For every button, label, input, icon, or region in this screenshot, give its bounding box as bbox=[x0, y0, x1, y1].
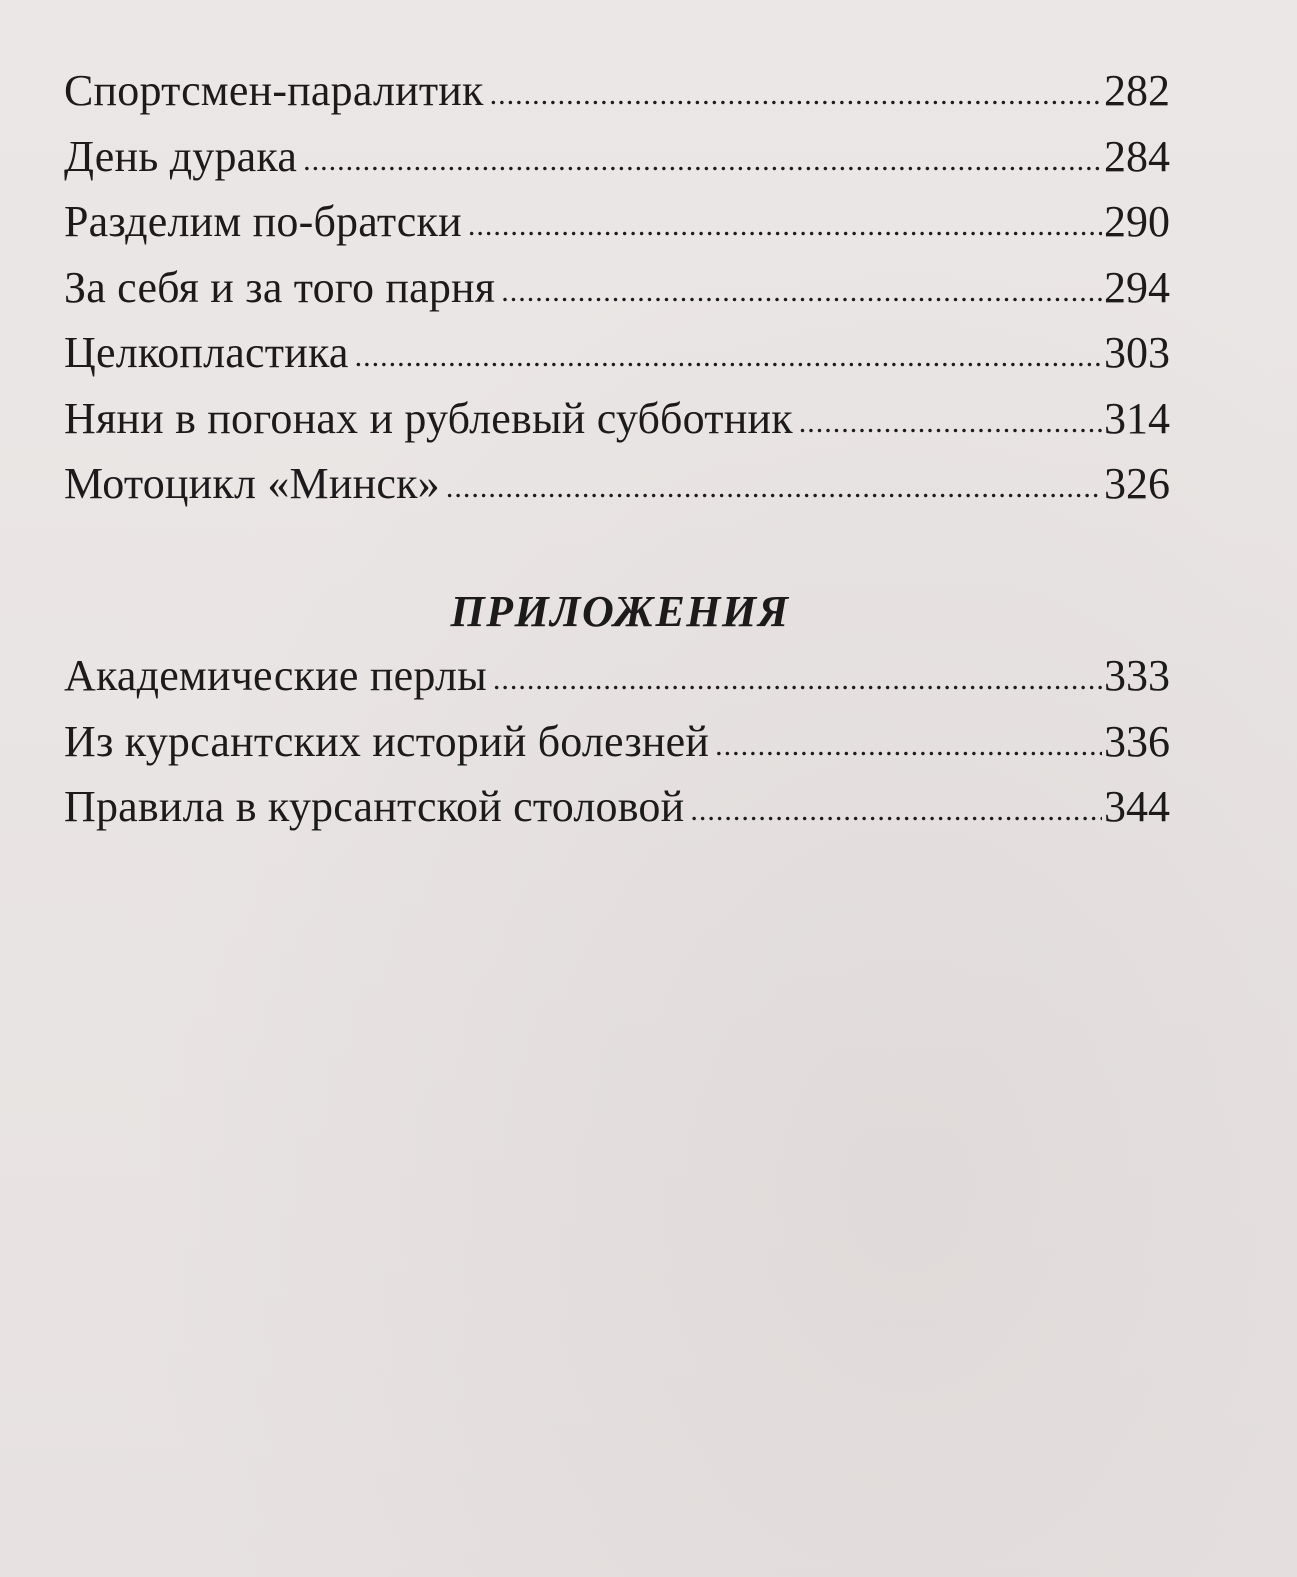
toc-entry-page: 326 bbox=[1104, 459, 1170, 508]
toc-entry-title: За себя и за того парня bbox=[64, 262, 496, 312]
toc-entry-title: Мотоцикл «Минск» bbox=[64, 459, 440, 508]
table-of-contents-main bbox=[64, 58, 1170, 517]
toc-entry-page: 344 bbox=[1104, 782, 1170, 831]
toc-entry bbox=[64, 124, 1170, 190]
toc-entry-title: Правила в курсантской столовой bbox=[64, 782, 685, 831]
toc-entry bbox=[64, 189, 1170, 255]
toc-entry bbox=[64, 643, 1170, 709]
toc-entry-page: 303 bbox=[1104, 328, 1170, 377]
toc-entry bbox=[64, 255, 1170, 321]
toc-entry-title: Из курсантских историй болезней bbox=[64, 716, 710, 766]
toc-entry-page: 333 bbox=[1104, 651, 1170, 700]
toc-entry-page: 290 bbox=[1104, 197, 1170, 246]
table-of-contents-appendix bbox=[64, 643, 1170, 840]
dot-leader bbox=[715, 713, 1102, 779]
toc-entry-title: Няни в погонах и рублевый субботник bbox=[64, 393, 793, 443]
toc-entry bbox=[64, 58, 1170, 124]
toc-entry-title: Спортсмен-паралитик bbox=[64, 66, 484, 115]
toc-entry-title: Разделим по-братски bbox=[64, 197, 462, 246]
toc-entry-title: Академические перлы bbox=[64, 651, 487, 700]
toc-entry bbox=[64, 709, 1170, 775]
appendix-heading: ПРИЛОЖЕНИЯ bbox=[450, 587, 790, 636]
dot-leader bbox=[490, 62, 1102, 128]
toc-entry bbox=[64, 451, 1170, 517]
toc-entry-page: 282 bbox=[1104, 66, 1170, 115]
dot-leader bbox=[446, 455, 1102, 521]
toc-entry-page: 294 bbox=[1104, 262, 1170, 312]
toc-entry-title: Целкопластика bbox=[64, 328, 349, 377]
toc-entry-page: 336 bbox=[1104, 716, 1170, 766]
toc-entry bbox=[64, 386, 1170, 452]
toc-entry bbox=[64, 774, 1170, 840]
toc-entry-page: 314 bbox=[1104, 393, 1170, 443]
dot-leader bbox=[690, 778, 1102, 844]
dot-leader bbox=[303, 128, 1102, 194]
dot-leader bbox=[355, 324, 1102, 390]
dot-leader bbox=[799, 390, 1102, 456]
toc-entry-page: 284 bbox=[1104, 131, 1170, 181]
dot-leader bbox=[501, 259, 1102, 325]
dot-leader bbox=[468, 193, 1102, 259]
dot-leader bbox=[493, 647, 1102, 713]
toc-entry bbox=[64, 320, 1170, 386]
toc-entry-title: День дурака bbox=[64, 131, 298, 181]
